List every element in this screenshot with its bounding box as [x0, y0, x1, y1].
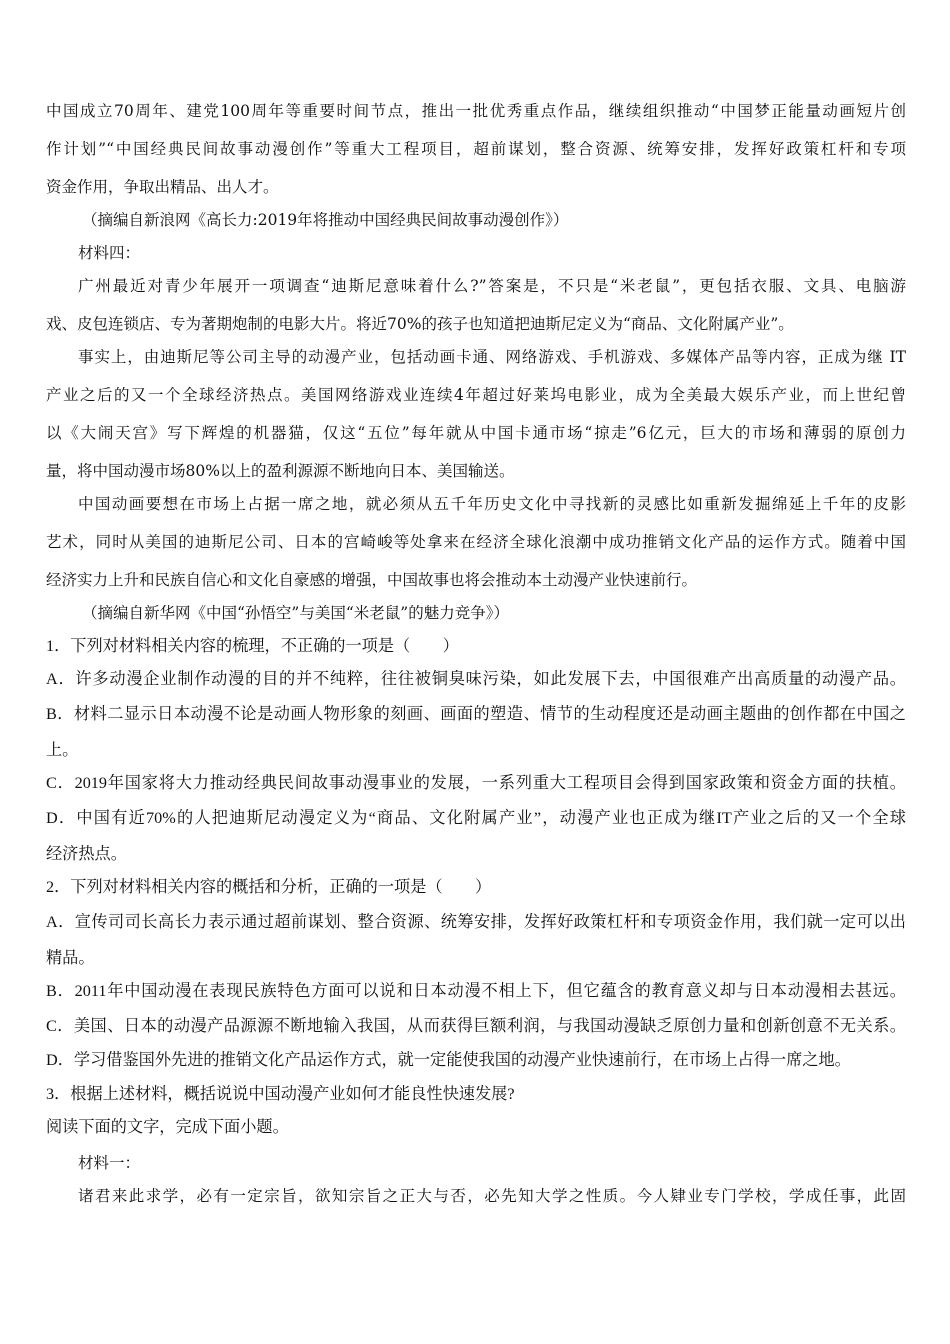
option-2b: B．2011年中国动漫在表现民族特色方面可以说和日本动漫不相上下，但它蕴含的教育意义却与日本动漫相去甚远。 [46, 982, 906, 1000]
text-line: 经济实力上升和民族自信心和文化自豪感的增强，中国故事也将会推动本土动漫产业快速前行。 [46, 571, 698, 589]
text-line: 中国动画要想在市场上占据一席之地，就必须从五千年历史文化中寻找新的灵感比如重新发掘绵延上千年的皮影 [78, 495, 906, 513]
source-citation: （摘编自新华网《中国“孙悟空”与美国“米老鼠”的魅力竞争》） [82, 604, 509, 622]
option-1a: A．许多动漫企业制作动漫的目的并不纯粹，往往被铜臭味污染，如此发展下去，中国很难产出高质量的动漫产品。 [46, 670, 906, 688]
text-line: 作计划”“中国经典民间故事动漫创作”等重大工程项目，超前谋划，整合资源、统筹安排，发挥好政策杠杆和专项 [46, 140, 906, 158]
section-heading: 材料一： [78, 1154, 141, 1172]
question-1: 1．下列对材料相关内容的梳理，不正确的一项是（ ） [46, 637, 459, 655]
option-1b-cont: 上。 [46, 741, 79, 759]
option-2a-cont: 精品。 [46, 949, 95, 967]
option-1d: D．中国有近70%的人把迪斯尼动漫定义为“商品、文化附属产业”，动漫产业也正成为继IT产业之后的又一个全球 [46, 809, 906, 827]
section-heading: 材料四： [78, 244, 141, 262]
text-line: 资金作用，争取出精品、出人才。 [46, 178, 279, 196]
option-2d: D．学习借鉴国外先进的推销文化产品运作方式，就一定能使我国的动漫产业快速前行，在市场上占得一席之地。 [46, 1051, 851, 1069]
text-line: 诸君来此求学，必有一定宗旨，欲知宗旨之正大与否，必先知大学之性质。今人肄业专门学校，学成任事，此固 [78, 1187, 906, 1205]
option-2a: A．宣传司司长高长力表示通过超前谋划、整合资源、统筹安排，发挥好政策杠杆和专项资金作用，我们就一定可以出 [46, 913, 906, 931]
text-line: 事实上，由迪斯尼等公司主导的动漫产业，包括动画卡通、网络游戏、手机游戏、多媒体产品等内容，正成为继 IT [78, 348, 906, 366]
text-line: 中国成立70周年、建党100周年等重要时间节点，推出一批优秀重点作品，继续组织推动“中国梦正能量动画短片创 [46, 102, 906, 120]
text-line: 艺术，同时从美国的迪斯尼公司、日本的宫崎峻等处拿来在经济全球化浪潮中成功推销文化产品的运作方式。随着中国 [46, 533, 906, 551]
option-1c: C．2019年国家将大力推动经典民间故事动漫事业的发展，一系列重大工程项目会得到国家政策和资金方面的扶植。 [46, 774, 906, 792]
text-line: 广州最近对青少年展开一项调查“迪斯尼意味着什么?”答案是，不只是“米老鼠”，更包括衣服、文具、电脑游 [78, 277, 906, 295]
text-line: 产业之后的又一个全球经济热点。美国网络游戏业连续4年超过好莱坞电影业，成为全美最大娱乐产业，而上世纪曾 [46, 386, 906, 404]
text-line: 戏、皮包连锁店、专为著期炮制的电影大片。将近70%的孩子也知道把迪斯尼定义为“商品、文化附属产业”。 [46, 315, 794, 333]
option-1d-cont: 经济热点。 [46, 845, 127, 863]
text-line: 以《大闹天宫》写下辉煌的机器猫，仅这“五位”每年就从中国卡通市场“掠走”6亿元，巨大的市场和薄弱的原创力 [46, 424, 906, 442]
option-2c: C．美国、日本的动漫产品源源不断地输入我国，从而获得巨额利润，与我国动漫缺乏原创力量和创新创意不无关系。 [46, 1017, 906, 1035]
reading-instruction: 阅读下面的文字，完成下面小题。 [46, 1118, 289, 1136]
option-1b: B．材料二显示日本动漫不论是动画人物形象的刻画、画面的塑造、情节的生动程度还是动画主题曲的创作都在中国之 [46, 705, 906, 723]
text-line: 量，将中国动漫市场80%以上的盈利源源不断地向日本、美国输送。 [46, 462, 515, 480]
question-2: 2．下列对材料相关内容的概括和分析，正确的一项是（ ） [46, 878, 492, 896]
source-citation: （摘编自新浪网《高长力:2019年将推动中国经典民间故事动漫创作》） [82, 211, 569, 229]
question-3: 3．根据上述材料，概括说说中国动漫产业如何才能良性快速发展? [46, 1085, 515, 1103]
